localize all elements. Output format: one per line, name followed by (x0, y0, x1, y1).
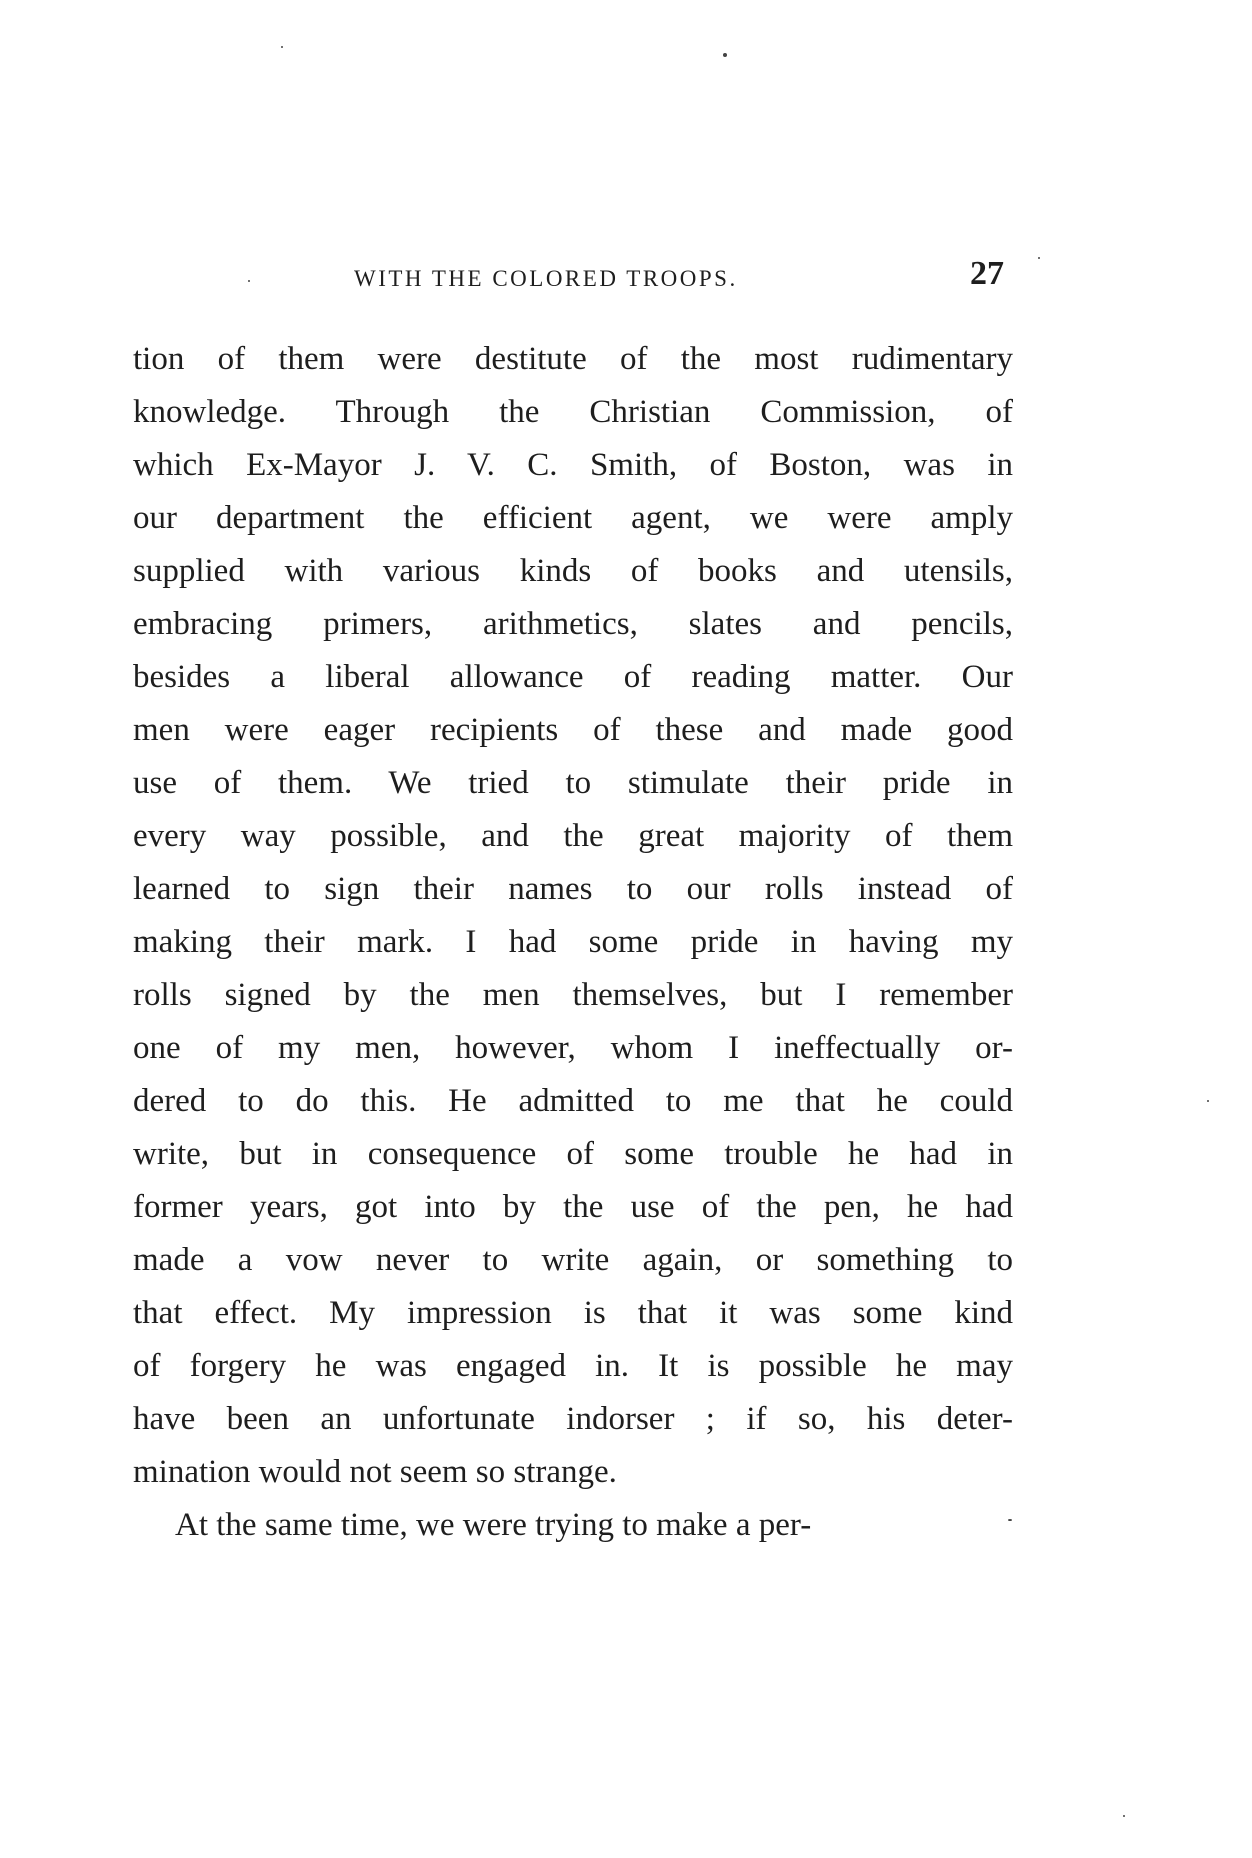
text-line: our department the efficient agent, we were amply (133, 500, 1013, 536)
text-line: one of my men, however, whom I ineffectually or- (133, 1030, 1013, 1066)
text-line: write, but in consequence of some trouble he had in (133, 1136, 1013, 1172)
text-line: knowledge. Through the Christian Commission, of (133, 394, 1013, 430)
text-line: dered to do this. He admitted to me that he could (133, 1083, 1013, 1119)
scan-speck (1008, 1519, 1012, 1521)
page-number: 27 (970, 255, 1004, 292)
text-line: have been an unfortunate indorser ; if so, his deter- (133, 1401, 1013, 1437)
body-text (133, 333, 1013, 1552)
text-line: that effect. My impression is that it was some kind (133, 1295, 1013, 1331)
running-head: WITH THE COLORED TROOPS. (354, 266, 738, 291)
text-line: use of them. We tried to stimulate their pride in (133, 765, 1013, 801)
text-line: supplied with various kinds of books and utensils, (133, 553, 1013, 589)
text-line: made a vow never to write again, or something to (133, 1242, 1013, 1278)
scan-speck (723, 53, 727, 57)
text-line: which Ex-Mayor J. V. C. Smith, of Boston, was in (133, 447, 1013, 483)
text-line: rolls signed by the men themselves, but I remember (133, 977, 1013, 1013)
text-line: every way possible, and the great majority of them (133, 818, 1013, 854)
scan-speck (1123, 1815, 1125, 1817)
text-line: besides a liberal allowance of reading matter. Our (133, 659, 1013, 695)
scan-speck (281, 46, 283, 48)
text-line: embracing primers, arithmetics, slates and pencils, (133, 606, 1013, 642)
text-line: tion of them were destitute of the most rudimentary (133, 341, 1013, 377)
scan-speck (1038, 257, 1040, 259)
text-line: At the same time, we were trying to make a per- (175, 1507, 812, 1543)
scan-speck (248, 280, 250, 282)
text-line: learned to sign their names to our rolls instead of (133, 871, 1013, 907)
text-line: mination would not seem so strange. (133, 1454, 617, 1490)
scan-speck (1207, 1100, 1209, 1102)
text-line: making their mark. I had some pride in having my (133, 924, 1013, 960)
text-line: men were eager recipients of these and made good (133, 712, 1013, 748)
text-line: of forgery he was engaged in. It is possible he may (133, 1348, 1013, 1384)
text-line: former years, got into by the use of the pen, he had (133, 1189, 1013, 1225)
